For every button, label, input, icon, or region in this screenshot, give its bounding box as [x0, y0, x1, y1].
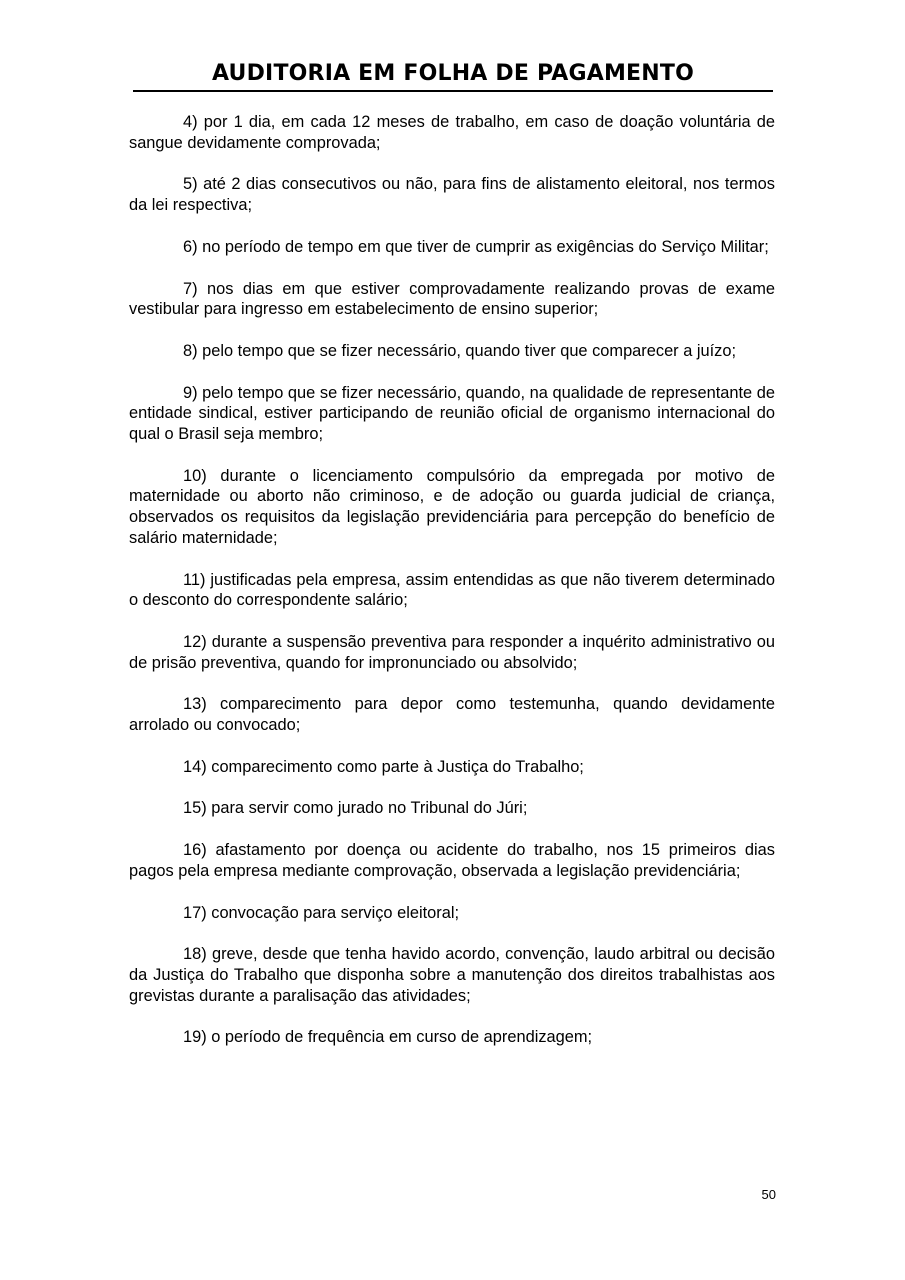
paragraph-item-16: 16) afastamento por doença ou acidente do trabalho, nos 15 primeiros dias pagos pela empresa mediante comprovação, observada a legislação previdenciária; — [129, 841, 775, 880]
paragraph-item-10: 10) durante o licenciamento compulsório da empregada por motivo de maternidade ou aborto não criminoso, e de adoção ou guarda judicial de criança, observados os requisitos da legislação previdenciária para percepção do benefício de salário maternidade; — [129, 466, 775, 547]
page-header — [133, 54, 773, 94]
paragraph-item-12: 12) durante a suspensão preventiva para responder a inquérito administrativo ou de prisão preventiva, quando for impronunciado ou absolvido; — [129, 632, 775, 672]
paragraph-item-4: 4) por 1 dia, em cada 12 meses de trabalho, em caso de doação voluntária de sangue devidamente comprovada; — [129, 113, 775, 152]
paragraph-item-11: 11) justificadas pela empresa, assim entendidas as que não tiverem determinado o desconto do correspondente salário; — [129, 570, 775, 610]
paragraph-item-14: 14) comparecimento como parte à Justiça do Trabalho; — [183, 757, 584, 776]
paragraph-item-18: 18) greve, desde que tenha havido acordo, convenção, laudo arbitral ou decisão da Justiça do Trabalho que disponha sobre a manutenção dos direitos trabalhistas aos grevistas durante a paralisação das atividades; — [129, 945, 775, 1005]
paragraph-item-19: 19) o período de frequência em curso de aprendizagem; — [183, 1028, 593, 1047]
paragraph-item-13: 13) comparecimento para depor como testemunha, quando devidamente arrolado ou convocado; — [129, 695, 775, 735]
header-underline — [133, 90, 773, 92]
header-title-text: AUDITORIA EM FOLHA DE PAGAMENTO — [211, 61, 694, 86]
paragraph-item-17: 17) convocação para serviço eleitoral; — [183, 903, 460, 922]
paragraph-item-5: 5) até 2 dias consecutivos ou não, para fins de alistamento eleitoral, nos termos da lei respectiva; — [129, 175, 775, 215]
paragraph-item-6: 6) no período de tempo em que tiver de cumprir as exigências do Serviço Militar; — [183, 237, 769, 256]
document-body — [129, 112, 775, 1069]
header-title — [133, 60, 773, 88]
paragraph-item-8: 8) pelo tempo que se fizer necessário, quando tiver que comparecer a juízo; — [183, 341, 737, 360]
paragraph-item-7: 7) nos dias em que estiver comprovadamente realizando provas de exame vestibular para ingresso em estabelecimento de ensino superior; — [129, 279, 775, 319]
page-number: 50 — [761, 1187, 776, 1202]
paragraph-item-15: 15) para servir como jurado no Tribunal do Júri; — [183, 799, 528, 818]
paragraph-item-9: 9) pelo tempo que se fizer necessário, quando, na qualidade de representante de entidade sindical, estiver participando de reunião oficial de organismo internacional do qual o Brasil seja membro; — [129, 383, 775, 444]
